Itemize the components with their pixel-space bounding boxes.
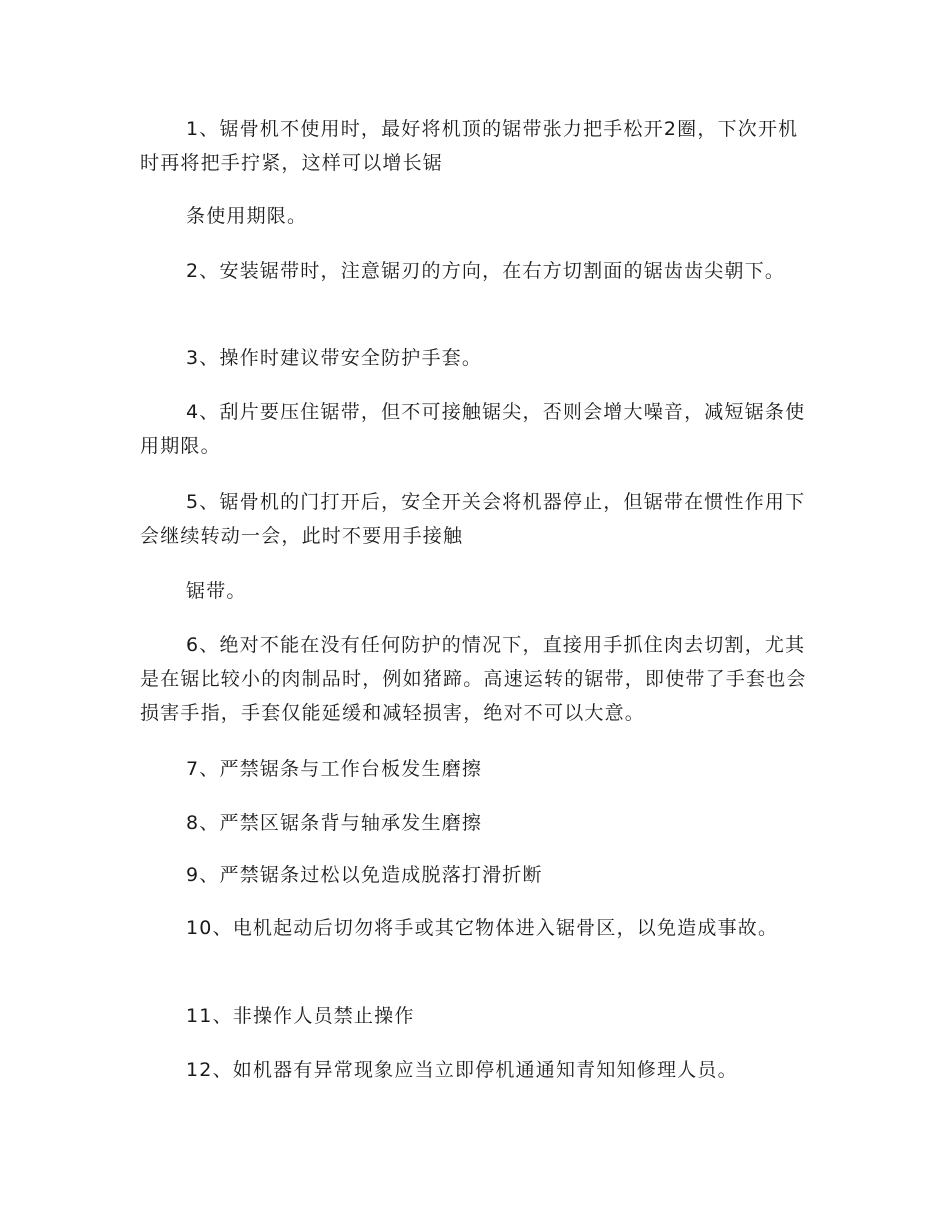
paragraph-line: 4、刮片要压住锯带，但不可接触锯尖，否则会增大噪音，减短锯 <box>186 401 765 423</box>
paragraph-p9 <box>140 858 812 892</box>
paragraph-line: 12、如机器有异常现象应当立即停机通通知青知知修理人员。 <box>186 1059 738 1081</box>
paragraph-line: 锯带。 <box>186 580 247 602</box>
paragraph-p11 <box>140 999 812 1033</box>
paragraph-p1b <box>186 199 858 233</box>
paragraph-line: 8、严禁区锯条背与轴承发生磨擦 <box>186 812 483 834</box>
paragraph-p5 <box>140 485 812 553</box>
paragraph-p12 <box>140 1053 812 1087</box>
paragraph-line: 6、绝对不能在没有任何防护的情况下，直接用手抓住肉去切割， <box>186 634 765 656</box>
paragraph-line: 条使用期限。 <box>140 401 806 457</box>
paragraph-p2 <box>140 254 812 288</box>
paragraph-line: 9、严禁锯条过松以免造成脱落打滑折断 <box>186 864 543 886</box>
paragraph-line: 10、电机起动后切勿将手或其它物体进入锯骨区，以免造成事 <box>186 917 738 939</box>
paragraph-line: 下。 <box>744 260 786 282</box>
paragraph-line: 7、严禁锯条与工作台板发生磨擦 <box>186 758 483 780</box>
paragraph-line: 开机时再将把手拧紧，这样可以增长锯 <box>140 118 799 174</box>
paragraph-p10 <box>140 911 812 945</box>
paragraph-line: 1、锯骨机不使用时，最好将机顶的锯带张力把手松开2圈，下次 <box>186 118 758 140</box>
paragraph-line: 用下会继续转动一会，此时不要用手接触 <box>140 491 806 547</box>
paragraph-line: 尤其是在锯比较小的肉制品时，例如猪蹄。高速运转的锯带，即使带 <box>140 634 806 690</box>
paragraph-line: 3、操作时建议带安全防护手套。 <box>186 347 483 369</box>
paragraph-p7 <box>140 752 812 786</box>
paragraph-line: 5、锯骨机的门打开后，安全开关会将机器停止，但锯带在惯性作 <box>186 491 765 513</box>
paragraph-p4 <box>140 395 812 463</box>
paragraph-p5b <box>186 574 858 608</box>
paragraph-line: 故。 <box>737 917 779 939</box>
paragraph-p6 <box>140 628 812 730</box>
paragraph-line: 2、安装锯带时，注意锯刃的方向，在右方切割面的锯齿齿尖朝 <box>186 260 745 282</box>
paragraph-line: 11、非操作人员禁止操作 <box>186 1005 415 1027</box>
paragraph-line: 了手套也会损害手指，手套仅能延缓和减轻损害，绝对不可以大意。 <box>140 668 807 724</box>
paragraph-line: 条使用期限。 <box>186 205 308 227</box>
paragraph-p8 <box>140 806 812 840</box>
paragraph-p3 <box>140 341 812 375</box>
paragraph-p1 <box>140 112 812 180</box>
